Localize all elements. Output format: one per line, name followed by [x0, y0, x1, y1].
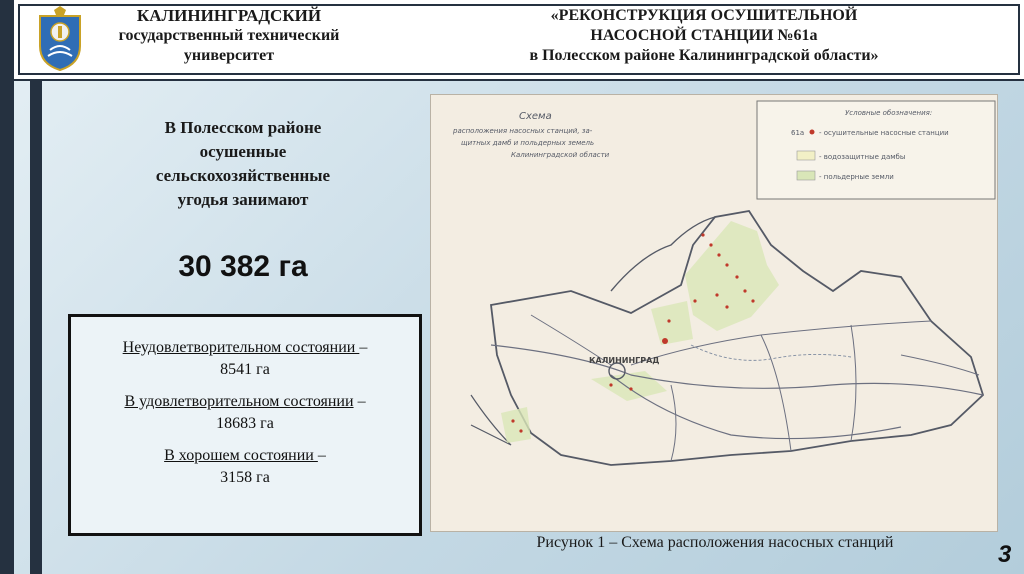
intro-line2: осушенные	[199, 142, 287, 161]
condition-dash: –	[359, 339, 368, 356]
university-name-line2: государственный технический	[118, 27, 340, 44]
road	[491, 345, 983, 395]
map-legend-item: - польдерные земли	[819, 173, 894, 181]
left-accent-bar	[0, 0, 14, 574]
road	[901, 355, 979, 375]
intro-line3: сельскохозяйственные	[155, 166, 331, 185]
intro-line1: В Полесском районе	[164, 118, 322, 137]
road	[761, 335, 791, 451]
map-caption: Рисунок 1 – Схема расположения насосных станций	[536, 534, 894, 551]
condition-item-good	[71, 445, 419, 489]
station-marker	[511, 419, 514, 422]
condition-label: В хорошем состоянии	[164, 447, 318, 464]
legend-polder-swatch	[797, 171, 815, 180]
station-marker	[743, 289, 746, 292]
university-name	[94, 6, 364, 66]
condition-value: 8541 га	[220, 361, 270, 378]
road	[671, 385, 676, 461]
polder-area	[501, 407, 531, 443]
condition-dash: –	[353, 393, 366, 410]
map-legend-symbol: 61а	[791, 129, 805, 137]
condition-value: 3158 га	[220, 469, 270, 486]
total-area-value: 30 382 га	[178, 250, 308, 283]
project-title-line1: «РЕКОНСТРУКЦИЯ ОСУШИТЕЛЬНОЙ	[550, 7, 858, 24]
map-legend-item: - водозащитные дамбы	[819, 153, 906, 161]
condition-label: Неудовлетворительном состоянии	[122, 339, 360, 356]
map-subtitle-line1: расположения насосных станций, за-	[453, 127, 593, 135]
condition-label: В удовлетворительном состоянии	[124, 393, 354, 410]
map-drawing	[431, 95, 997, 531]
intro-text	[108, 116, 378, 212]
condition-value: 18683 га	[216, 415, 274, 432]
map-legend-item: - осушительные насосные станции	[819, 129, 949, 137]
map-subtitle-line2: щитных дамб и польдерных земель	[461, 139, 595, 147]
pumping-stations-map	[430, 94, 998, 532]
station-marker	[709, 243, 712, 246]
station-marker	[717, 253, 720, 256]
condition-item-satisfactory	[71, 391, 419, 435]
station-marker	[715, 293, 718, 296]
city-label: КАЛИНИНГРАД	[589, 356, 660, 365]
intro-line4: угодья занимают	[177, 190, 309, 209]
polder-area	[591, 371, 667, 401]
map-subtitle-line3: Калининградской области	[511, 151, 610, 159]
map-title: Схема	[519, 111, 552, 122]
station-marker	[701, 233, 704, 236]
legend-station-marker	[810, 130, 815, 135]
station-61a-marker	[662, 338, 668, 344]
station-marker	[629, 387, 632, 390]
station-marker	[725, 305, 728, 308]
road	[851, 325, 856, 441]
condition-box	[68, 314, 422, 536]
project-title	[454, 6, 954, 66]
condition-item-unsatisfactory	[71, 337, 419, 381]
header-bar	[14, 0, 1024, 81]
station-marker	[609, 383, 612, 386]
station-marker	[667, 319, 670, 322]
station-marker	[725, 263, 728, 266]
station-marker	[519, 429, 522, 432]
project-title-line3: в Полесском районе Калининградской области»	[529, 47, 879, 64]
left-accent-bar-inner	[30, 80, 42, 574]
page-number: 3	[998, 541, 1012, 568]
polder-area	[651, 301, 693, 345]
condition-dash: –	[317, 447, 326, 464]
station-marker	[751, 299, 754, 302]
map-legend-title: Условные обозначения:	[845, 109, 933, 117]
legend-dam-swatch	[797, 151, 815, 160]
project-title-line2: НАСОСНОЙ СТАНЦИИ №61а	[590, 27, 818, 44]
university-name-line3: университет	[183, 47, 275, 64]
station-marker	[735, 275, 738, 278]
university-name-line1: КАЛИНИНГРАДСКИЙ	[136, 6, 322, 25]
station-marker	[693, 299, 696, 302]
university-coat-of-arms-logo	[34, 6, 86, 72]
